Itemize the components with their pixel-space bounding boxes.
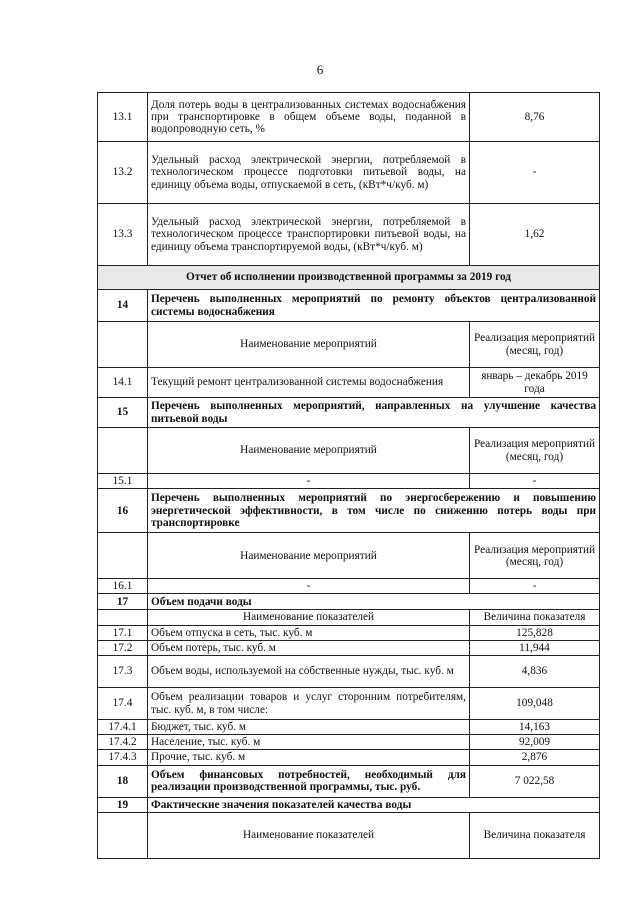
indicator-name: Объем реализации товаров и услуг сторонним потребителям, тыс. куб. м, в том числе: [148, 688, 470, 720]
column-header-name: Наименование мероприятий [148, 322, 470, 368]
row-number: 17.4.2 [98, 735, 148, 750]
section-header-row [98, 398, 600, 428]
section-number: 17 [98, 594, 148, 610]
table-row [98, 735, 600, 750]
section-number: 14 [98, 290, 148, 322]
table-row [98, 368, 600, 398]
indicator-value: 2,876 [470, 750, 600, 765]
empty-cell [98, 610, 148, 625]
section-header-row [98, 489, 600, 533]
section-header-row [98, 797, 600, 812]
column-header-row [98, 428, 600, 474]
indicator-value: 92,009 [470, 735, 600, 750]
measure-period: - [470, 474, 600, 489]
row-number: 17.3 [98, 656, 148, 688]
column-header-name: Наименование показателей [148, 812, 470, 858]
program-report-table [97, 92, 600, 859]
section-title: Перечень выполненных мероприятий по энергосбережению и повышению энергетической эффективности, в том числе по снижению потерь воды при транспортировке [148, 489, 600, 533]
row-number: 17.4.1 [98, 720, 148, 735]
table-row [98, 750, 600, 765]
column-header-row [98, 812, 600, 858]
empty-cell [98, 533, 148, 579]
indicator-value: 109,048 [470, 688, 600, 720]
section-number: 18 [98, 765, 148, 797]
section-title: Перечень выполненных мероприятий по ремонту объектов централизованной системы водоснабжения [148, 290, 600, 322]
section-title: Объем подачи воды [148, 594, 600, 610]
table-row [98, 640, 600, 655]
empty-cell [98, 428, 148, 474]
section-header-row [98, 290, 600, 322]
empty-cell [98, 812, 148, 858]
column-header-value: Реализация мероприятий (месяц, год) [470, 428, 600, 474]
section-number: 16 [98, 489, 148, 533]
indicator-value: 11,944 [470, 640, 600, 655]
indicator-value: 125,828 [470, 625, 600, 640]
column-header-value: Величина показателя [470, 610, 600, 625]
measure-period: январь – декабрь 2019 года [470, 368, 600, 398]
table-row [98, 656, 600, 688]
indicator-value: 4,836 [470, 656, 600, 688]
section-header-row [98, 765, 600, 797]
indicator-value: 7 022,58 [470, 765, 600, 797]
row-number: 13.1 [98, 93, 148, 142]
table-row [98, 474, 600, 489]
row-number: 14.1 [98, 368, 148, 398]
table-row [98, 93, 600, 142]
indicator-name: Население, тыс. куб. м [148, 735, 470, 750]
table-row [98, 688, 600, 720]
indicator-value: - [470, 142, 600, 204]
table-row [98, 204, 600, 266]
measure-name: - [148, 474, 470, 489]
report-title: Отчет об исполнении производственной программы за 2019 год [98, 266, 600, 290]
indicator-name: Удельный расход электрической энергии, потребляемой в технологическом процессе транспортировки питьевой воды, на единицу объема транспортируемой воды, (кВт*ч/куб. м) [148, 204, 470, 266]
indicator-name: Прочие, тыс. куб. м [148, 750, 470, 765]
indicator-name: Объем потерь, тыс. куб. м [148, 640, 470, 655]
section-title: Фактические значения показателей качества воды [148, 797, 600, 812]
indicator-value: 8,76 [470, 93, 600, 142]
indicator-name: Объем воды, используемой на собственные нужды, тыс. куб. м [148, 656, 470, 688]
table-row [98, 579, 600, 594]
empty-cell [98, 322, 148, 368]
section-title: Объем финансовых потребностей, необходимый для реализации производственной программы, тыс. руб. [148, 765, 470, 797]
measure-period: - [470, 579, 600, 594]
indicator-name: Удельный расход электрической энергии, потребляемой в технологическом процессе подготовки питьевой воды, на единицу объема воды, отпускаемой в сеть, (кВт*ч/куб. м) [148, 142, 470, 204]
column-header-value: Реализация мероприятий (месяц, год) [470, 533, 600, 579]
column-header-name: Наименование показателей [148, 610, 470, 625]
section-number: 15 [98, 398, 148, 428]
column-header-row [98, 610, 600, 625]
indicator-value: 1,62 [470, 204, 600, 266]
column-header-name: Наименование мероприятий [148, 533, 470, 579]
measure-name: Текущий ремонт централизованной системы водоснабжения [148, 368, 470, 398]
section-number: 19 [98, 797, 148, 812]
row-number: 13.2 [98, 142, 148, 204]
column-header-value: Величина показателя [470, 812, 600, 858]
column-header-row [98, 322, 600, 368]
page-number: 6 [316, 62, 324, 77]
row-number: 17.4 [98, 688, 148, 720]
section-header-row [98, 594, 600, 610]
column-header-value: Реализация мероприятий (месяц, год) [470, 322, 600, 368]
table-row [98, 720, 600, 735]
row-number: 15.1 [98, 474, 148, 489]
row-number: 13.3 [98, 204, 148, 266]
row-number: 17.1 [98, 625, 148, 640]
indicator-value: 14,163 [470, 720, 600, 735]
report-title-row [98, 266, 600, 290]
row-number: 17.4.3 [98, 750, 148, 765]
table-row [98, 142, 600, 204]
section-title: Перечень выполненных мероприятий, направленных на улучшение качества питьевой воды [148, 398, 600, 428]
table-row [98, 625, 600, 640]
indicator-name: Бюджет, тыс. куб. м [148, 720, 470, 735]
column-header-row [98, 533, 600, 579]
column-header-name: Наименование мероприятий [148, 428, 470, 474]
row-number: 16.1 [98, 579, 148, 594]
indicator-name: Доля потерь воды в централизованных системах водоснабжения при транспортировке в общем объеме воды, поданной в водопроводную сеть, % [148, 93, 470, 142]
measure-name: - [148, 579, 470, 594]
indicator-name: Объем отпуска в сеть, тыс. куб. м [148, 625, 470, 640]
row-number: 17.2 [98, 640, 148, 655]
